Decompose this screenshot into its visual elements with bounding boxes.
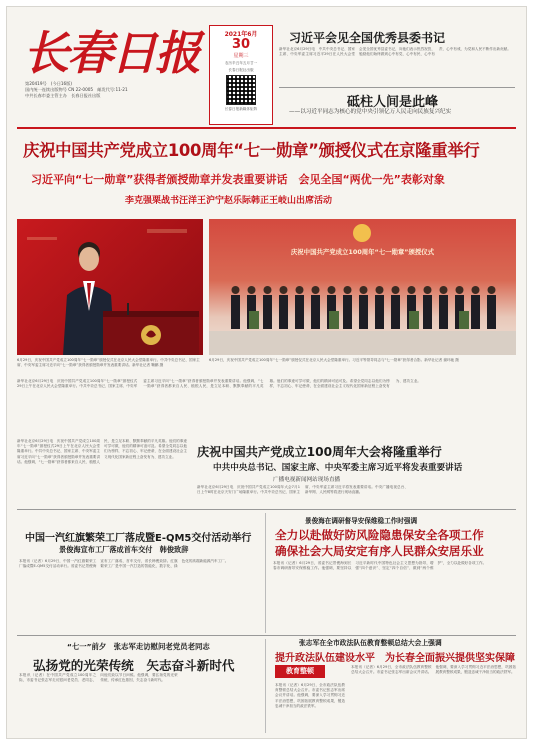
date-weekday: 星期三 <box>233 53 249 59</box>
tribute-kicker: “七一”前夕 张志军走访慰问老党员老同志 <box>67 642 210 651</box>
lead-headline[interactable]: 庆祝中国共产党成立100周年“七一勋章”颁授仪式在京隆重举行 <box>23 141 480 160</box>
top-story-headline[interactable]: 习近平会见全国优秀县委书记 <box>289 31 446 45</box>
date-lunar: 农历辛丑年五月廿一 <box>224 61 258 65</box>
photo-group[interactable] <box>209 219 516 355</box>
photo-speaker-caption: 6月29日，庆祝中国共产党成立100周年“七一勋章”颁授仪式在北京人民大会堂隆重举行。中共中央总书记、国家主席、中央军委主席习近平向“七一勋章”获得者颁授勋章并发表重要讲话。新华社记者 鞠鹏 摄 <box>17 358 200 367</box>
masthead-rule <box>17 127 516 129</box>
lead-body-continued: 新华社北京6月29日电 庆祝中国共产党成立100周年“七一勋章”颁授仪式29日上午在北京人民大会堂隆重举行。中共中央总书记、国家主席、中央军委主席习近平向“七一勋章”获得者颁授勋章并发表重要讲话。他强调，“七一勋章”获得者都来自人民、植根人民，是立足本职、默默奉献的平凡英雄。他们的事迹可学可做，他们的精神可追可及。希望全党同志以他们为榜样，不忘初心、牢记使命，在全面建设社会主义现代化国家新征程上奋发有为、建功立业。 <box>17 439 187 464</box>
safety-body: 本报讯（记者）6月29日，省委书记景俊海到长春市调研督导安保维稳工作。他强调，要坚持以习近平新时代中国特色社会主义思想为指导，增强“四个意识”、坚定“四个自信”、做到“两个维护”，全力以赴做好各项工作。 <box>273 561 487 571</box>
divider <box>17 635 516 636</box>
education-headline[interactable]: 提升政法队伍建设水平 为长春全面振兴提供坚实保障 <box>275 653 515 664</box>
side-story-headline[interactable]: 砥柱人间是此峰 <box>347 95 439 110</box>
side-story-subhead: ——以习近平同志为核心的党中央引领亿万人民走向民族复兴纪实 <box>289 109 452 115</box>
tribute-body: 本报讯（记者）在中国共产党成立100周年之际，市委书记张志军走访慰问老党员、老同志，向他们致以节日问候。他强调，要弘扬党的光荣传统，传承红色基因，矢志奋斗新时代。 <box>19 673 178 683</box>
issue-number: 第20419号 (今日16版) <box>25 81 73 86</box>
faw-subhead: 景俊海宣布工厂落成首车交付 韩俊致辞 <box>59 545 189 554</box>
congress-headline[interactable]: 庆祝中国共产党成立100周年大会将隆重举行 <box>197 445 442 459</box>
qr-caption: 长春日报新媒体矩阵 <box>224 107 258 111</box>
faw-headline[interactable]: 中国一汽红旗繁荣工厂落成暨E-QM5交付活动举行 <box>25 533 252 544</box>
safety-headline-1[interactable]: 全力以赴做好防风险隐患保安全各项工作 <box>275 528 484 542</box>
date-publisher: 长春日报社出版 <box>228 68 254 72</box>
education-kicker: 张志军在全市政法队伍教育整顿总结大会上强调 <box>299 639 442 647</box>
top-story-body: 新华社北京6月29日电 中共中央总书记、国家主席、中央军委主席习近平29日在人民大会堂会见全国优秀县委书记，向他们表示热烈祝贺，勉励他们始终做到心中有党、心中有民、心中有责、心中有戒，为党和人民不断作出新贡献。 <box>279 47 511 57</box>
speaker-illustration <box>17 219 203 355</box>
group-illustration <box>209 219 516 355</box>
lead-byline: 李克强栗战书汪洋王沪宁赵乐际韩正王岐山出席活动 <box>125 196 333 206</box>
date-day: 30 <box>231 37 251 52</box>
education-body-col1: 本报讯（记者）6月29日，全市政法队伍教育整顿总结大会召开。市委书记张志军出席会议并讲话。他强调，要深入学习贯彻习近平法治思想，巩固拓展教育整顿成果，锻造忠诚干净担当的政法铁军。 <box>275 683 345 708</box>
education-badge: 教育整顿 <box>275 665 325 678</box>
publication-code: 国内统一连续出版物号 CN 22-0005 邮发代号:11-21 <box>25 87 128 92</box>
qr-code-icon[interactable] <box>226 75 256 105</box>
education-body: 本报讯（记者）6月29日，全市政法队伍教育整顿总结大会召开。市委书记张志军出席会议并讲话。他强调，要深入学习贯彻习近平法治思想，巩固拓展教育整顿成果，锻造忠诚干净担当的政法铁军。 <box>351 665 516 675</box>
column-divider <box>265 513 266 633</box>
publisher: 中共长春市委主管主办 长春日报社出版 <box>25 93 101 98</box>
photo-group-caption: 6月29日，庆祝中国共产党成立100周年“七一勋章”颁授仪式在北京人民大会堂隆重举行。习近平等领导同志与“七一勋章”获得者合影。新华社记者 谢环驰 摄 <box>209 358 459 362</box>
faw-body: 本报讯（记者）6月29日，中国一汽红旗繁荣工厂落成暨E-QM5交付活动举行。省委书记景俊海宣布工厂落成、首车交付，省长韩俊致辞。红旗繁荣工厂是中国一汽打造的智能化、数字化、绿色化的高端新能源汽车工厂。 <box>19 559 229 569</box>
ceremony-banner: 庆祝中国共产党成立100周年“七一勋章”颁授仪式 <box>290 248 435 256</box>
congress-broadcast: 广播电视新闻网站现场直播 <box>273 477 341 483</box>
divider <box>17 509 516 510</box>
photo-speaker[interactable] <box>17 219 203 355</box>
column-divider <box>265 639 266 733</box>
divider <box>279 87 515 88</box>
congress-subhead: 中共中央总书记、国家主席、中央军委主席习近平将发表重要讲话 <box>213 463 463 473</box>
newspaper-page <box>7 7 526 738</box>
congress-body: 新华社北京6月29日电 庆祝中国共产党成立100周年大会7月1日上午8时在北京天安门广场隆重举行。中共中央总书记、国家主席、中央军委主席习近平将发表重要讲话。中央广播电视总台、新华网、人民网等将进行现场直播。 <box>197 485 408 495</box>
date-box <box>209 25 273 125</box>
tribute-headline[interactable]: 弘扬党的光荣传统 矢志奋斗新时代 <box>33 658 235 673</box>
lead-subhead: 习近平向“七一勋章”获得者颁授勋章并发表重要讲话 会见全国“两优一先”表彰对象 <box>31 173 445 186</box>
lead-body: 新华社北京6月29日电 庆祝中国共产党成立100周年“七一勋章”颁授仪式29日上午在北京人民大会堂隆重举行。中共中央总书记、国家主席、中央军委主席习近平向“七一勋章”获得者颁授勋章并发表重要讲话。他强调，“七一勋章”获得者都来自人民、植根人民，是立足本职、默默奉献的平凡英雄。他们的事迹可学可做，他们的精神可追可及。希望全党同志以他们为榜样，不忘初心、牢记使命，在全面建设社会主义现代化国家新征程上奋发有为、建功立业。 <box>17 379 421 389</box>
safety-headline-2[interactable]: 确保社会大局安定有序人民群众安居乐业 <box>275 544 484 558</box>
safety-kicker: 景俊海在调研督导安保维稳工作时强调 <box>305 517 418 525</box>
masthead-meta <box>25 81 210 99</box>
masthead-logo: 长春日报 <box>23 26 199 80</box>
date-year-month: 2021年6月 <box>224 31 258 38</box>
